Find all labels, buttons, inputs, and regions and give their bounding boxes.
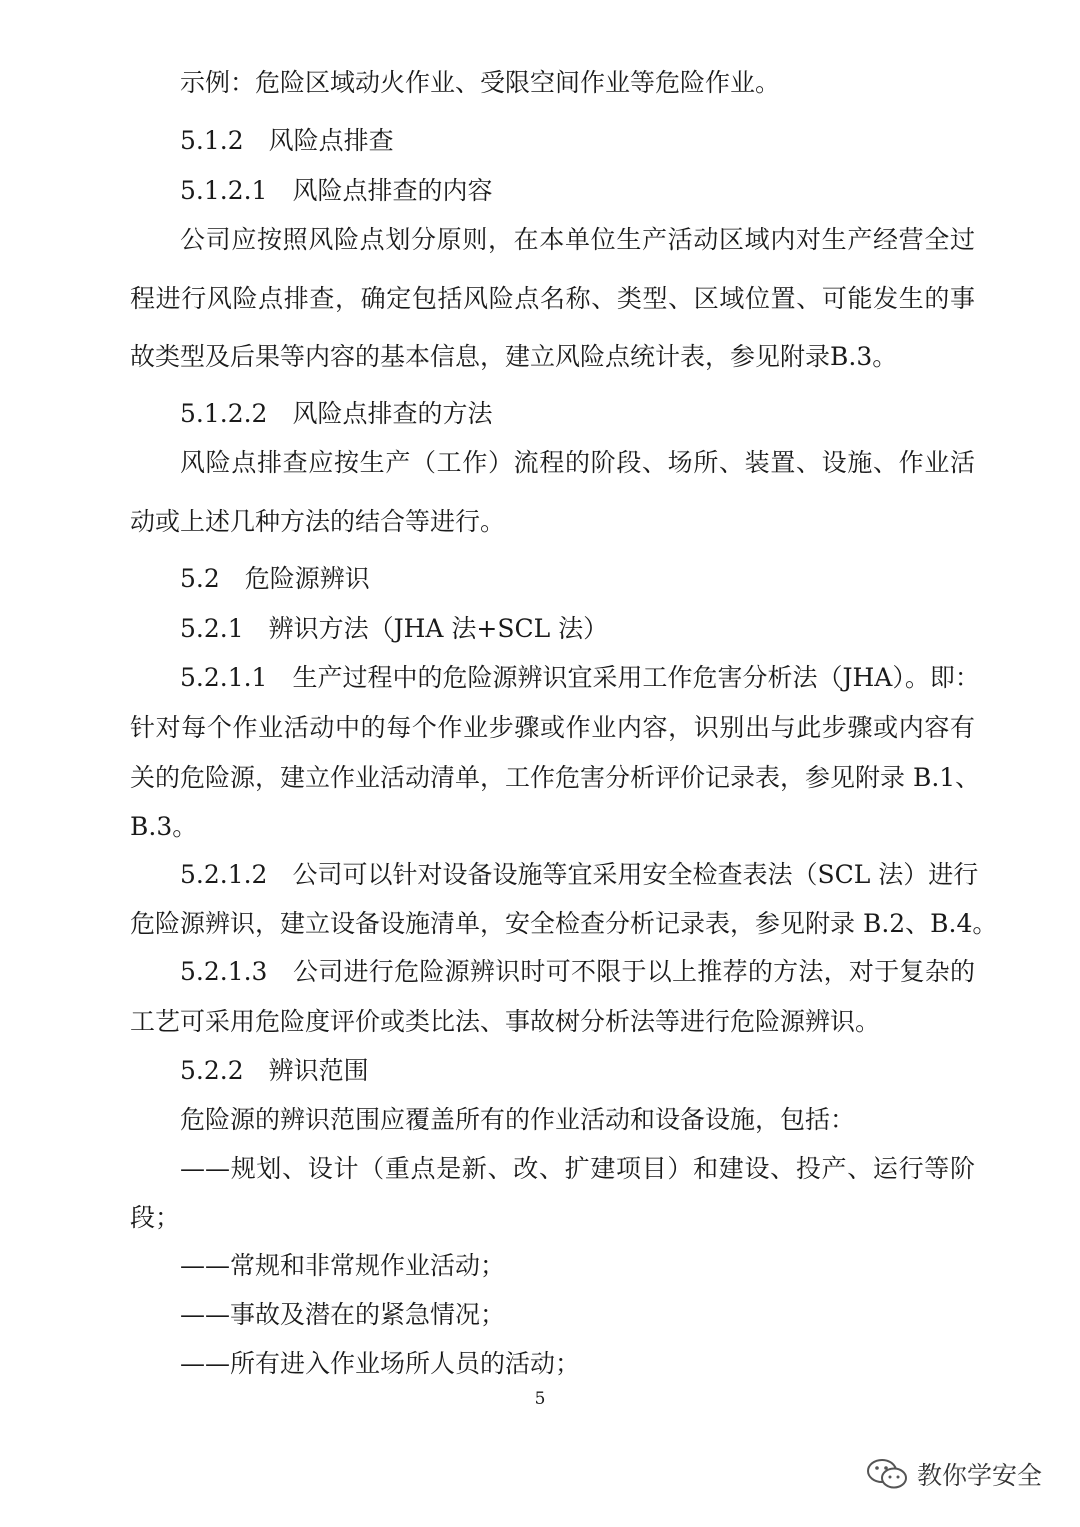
- heading-5-1-2-2: 5.1.2.2 风险点排查的方法: [180, 399, 493, 428]
- heading-5-1-2: 5.1.2 风险点排查: [180, 126, 394, 155]
- paragraph-line: 关的危险源，建立作业活动清单，工作危害分析评价记录表，参见附录 B.1、: [130, 763, 981, 792]
- paragraph-line: 危险源的辨识范围应覆盖所有的作业活动和设备设施，包括：: [180, 1105, 856, 1134]
- list-item: ——规划、设计（重点是新、改、扩建项目）和建设、投产、运行等阶: [180, 1154, 975, 1183]
- paragraph-line: 5.2.1.3 公司进行危险源辨识时可不限于以上推荐的方法，对于复杂的: [180, 957, 975, 986]
- paragraph-line: 动或上述几种方法的结合等进行。: [130, 507, 506, 536]
- list-item: ——事故及潜在的紧急情况；: [180, 1300, 506, 1329]
- paragraph-line: 故类型及后果等内容的基本信息，建立风险点统计表，参见附录B.3。: [130, 342, 898, 371]
- paragraph-line: 5.2.1.2 公司可以针对设备设施等宜采用安全检查表法（SCL 法）进行: [180, 860, 979, 889]
- paragraph-line: 针对每个作业活动中的每个作业步骤或作业内容，识别出与此步骤或内容有: [130, 713, 975, 742]
- list-item: ——所有进入作业场所人员的活动；: [180, 1349, 581, 1378]
- paragraph-line: 工艺可采用危险度评价或类比法、事故树分析法等进行危险源辨识。: [130, 1007, 881, 1036]
- list-item: ——常规和非常规作业活动；: [180, 1251, 506, 1280]
- heading-5-1-2-1: 5.1.2.1 风险点排查的内容: [180, 176, 493, 205]
- watermark: [865, 1456, 1042, 1492]
- paragraph-line: 风险点排查应按生产（工作）流程的阶段、场所、装置、设施、作业活: [180, 448, 975, 477]
- wechat-icon: [865, 1456, 909, 1492]
- paragraph-line: 5.2.1.1 生产过程中的危险源辨识宜采用工作危害分析法（JHA）。即：: [180, 663, 980, 692]
- list-item-continuation: 段；: [130, 1203, 181, 1232]
- example-line: 示例：危险区域动火作业、受限空间作业等危险作业。: [180, 68, 781, 97]
- heading-5-2: 5.2 危险源辨识: [180, 564, 370, 593]
- watermark-text: 教你学安全: [916, 1461, 1042, 1490]
- paragraph-line: 危险源辨识，建立设备设施清单，安全检查分析记录表，参见附录 B.2、B.4。: [130, 909, 998, 938]
- heading-5-2-2: 5.2.2 辨识范围: [180, 1056, 369, 1085]
- paragraph-line: B.3。: [130, 812, 198, 841]
- page-number: 5: [534, 1389, 546, 1409]
- heading-5-2-1: 5.2.1 辨识方法（JHA 法+SCL 法）: [180, 614, 609, 643]
- paragraph-line: 程进行风险点排查，确定包括风险点名称、类型、区域位置、可能发生的事: [130, 284, 975, 313]
- paragraph-line: 公司应按照风险点划分原则，在本单位生产活动区域内对生产经营全过: [180, 225, 975, 254]
